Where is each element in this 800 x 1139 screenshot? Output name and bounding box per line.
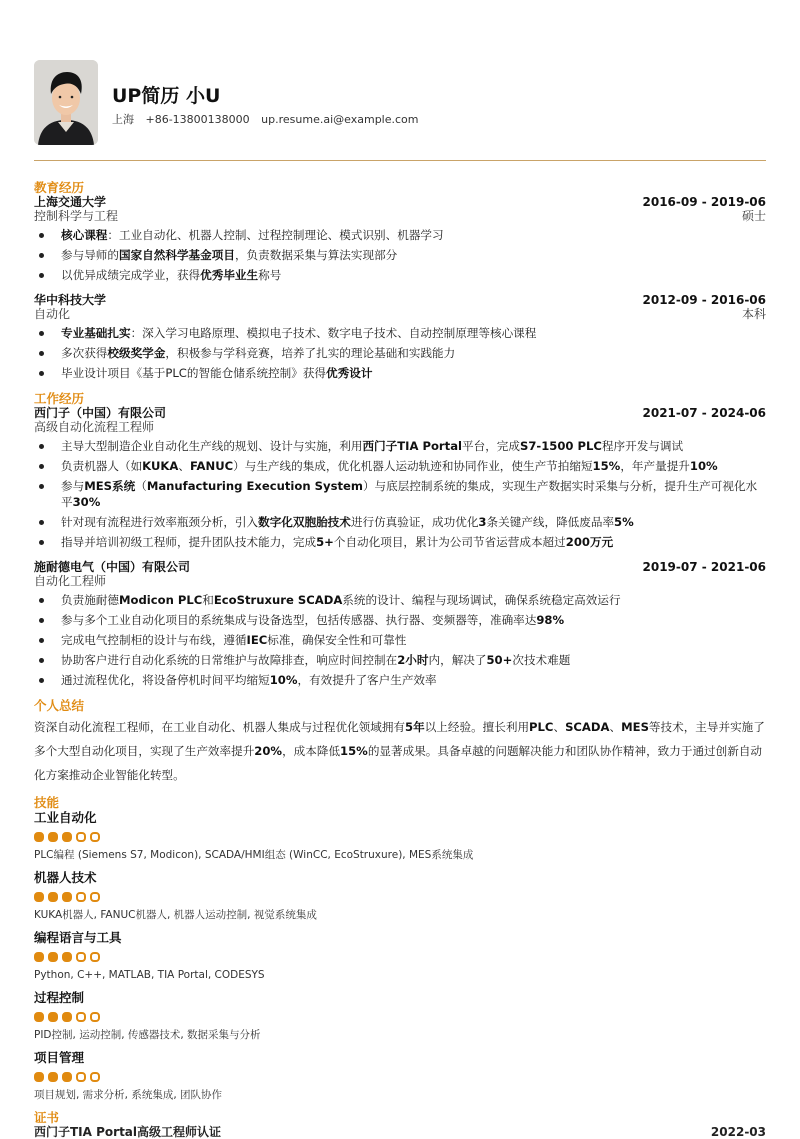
certificate-name: 西门子TIA Portal高级工程师认证 [34, 1125, 222, 1139]
skill-description: PID控制, 运动控制, 传感器技术, 数据采集与分析 [34, 1029, 261, 1041]
bullet-item [34, 227, 766, 243]
entry-subheader [34, 574, 766, 588]
text-segment: 个自动化项目，累计为公司节省运营成本超过 [333, 535, 566, 549]
skill-rating [34, 892, 766, 902]
rating-dot-filled [62, 952, 72, 962]
bold-text: 98% [536, 613, 565, 627]
text-segment: 针对现有流程进行效率瓶颈分析，引入 [61, 515, 259, 529]
bullet-item [34, 672, 766, 688]
text-segment: ，有效提升了客户生产效率 [297, 673, 437, 687]
rating-dot-filled [34, 1072, 44, 1082]
text-segment: 称号 [258, 268, 282, 282]
text-segment: 参与 [61, 479, 85, 493]
date-range: 2021-07 - 2024-06 [642, 406, 766, 420]
bold-text: IEC [246, 633, 268, 647]
candidate-name: UP简历 小U [112, 85, 221, 107]
text-segment: ）与底层控制系统的集成，实现生产数据实时采集与分析，提升生产可视化水平 [61, 479, 758, 509]
rating-dot-empty [90, 892, 100, 902]
bold-text: 200万元 [565, 535, 614, 549]
bold-text: 15% [340, 744, 368, 758]
work-bullet-list [34, 592, 766, 688]
rating-dot-filled [48, 892, 58, 902]
section-title-skills: 技能 [34, 795, 60, 810]
rating-dot-empty [76, 952, 86, 962]
skill-description: 项目规划, 需求分析, 系统集成, 团队协作 [34, 1089, 223, 1101]
location: 上海 [112, 113, 134, 126]
section-title-work: 工作经历 [34, 391, 85, 406]
bold-text: MES [621, 720, 649, 734]
bullet-item [34, 612, 766, 628]
text-segment: 次技术难题 [512, 653, 571, 667]
section-title-education: 教育经历 [34, 180, 85, 195]
text-segment: 毕业设计项目《基于PLC的智能仓储系统控制》获得 [61, 366, 327, 380]
bold-text: 50+ [486, 653, 513, 667]
text-segment: （ [135, 479, 147, 493]
text-segment: 标准，确保安全性和可靠性 [267, 633, 407, 647]
text-segment: ）与生产线的集成，优化机器人运动轨迹和协同作业，使生产节拍缩短 [233, 459, 593, 473]
role-or-major: 控制科学与工程 [34, 209, 119, 223]
entry-header [34, 195, 766, 209]
rating-dot-filled [34, 952, 44, 962]
text-segment: 的显著成果。具备卓越的问题解决能力和团队协作精神，致力于通过创新自动化方案推动企业智能化转型。 [34, 744, 763, 782]
rating-dot-empty [76, 892, 86, 902]
text-segment: 以上经验。擅长利用 [424, 720, 530, 734]
date-range: 2019-07 - 2021-06 [642, 560, 766, 574]
certificate-date: 2022-03 [710, 1125, 766, 1139]
bold-text: 20% [254, 744, 283, 758]
resume-content [34, 172, 766, 1139]
text-segment: 完成电气控制柜的设计与布线，遵循 [61, 633, 247, 647]
text-segment: 平台，完成 [462, 439, 520, 453]
rating-dot-empty [76, 832, 86, 842]
bold-text: S7-1500 PLC [519, 439, 602, 453]
skill-item [34, 1050, 766, 1102]
section-title-certificates: 证书 [34, 1110, 60, 1125]
organization-name: 西门子（中国）有限公司 [34, 406, 167, 420]
text-segment: ，年产量提升 [620, 459, 690, 473]
resume-header [34, 60, 766, 146]
text-segment: 资深自动化流程工程师，在工业自动化、机器人集成与过程优化领域拥有 [34, 720, 406, 734]
bold-text: 5年 [405, 720, 425, 734]
text-segment: 负责施耐德 [61, 593, 119, 607]
text-segment: 主导大型制造企业自动化生产线的规划、设计与实施，利用 [61, 439, 363, 453]
skill-name: 项目管理 [34, 1050, 85, 1065]
text-segment: 协助客户进行自动化系统的日常维护与故障排查，响应时间控制在 [61, 653, 398, 667]
certificates-section [34, 1110, 766, 1139]
bold-text: PLC [529, 720, 554, 734]
summary-section [34, 698, 766, 787]
rating-dot-filled [48, 832, 58, 842]
bullet-item [34, 592, 766, 608]
bold-text: 3 [478, 515, 487, 529]
entry-header [34, 560, 766, 574]
text-segment: ，积极参与学科竞赛，培养了扎实的理论基础和实践能力 [165, 346, 456, 360]
education-section [34, 180, 766, 381]
skill-item [34, 870, 766, 922]
education-bullet-list [34, 325, 766, 381]
bold-text: EcoStruxure SCADA [213, 593, 343, 607]
degree: 本科 [741, 307, 766, 321]
work-entry [34, 560, 766, 688]
bold-text: 西门子TIA Portal [362, 439, 462, 453]
text-segment: 指导并培训初级工程师，提升团队技术能力，完成 [61, 535, 317, 549]
bold-text: 核心课程 [61, 228, 108, 242]
text-segment: 参与多个工业自动化项目的系统集成与设备选型，包括传感器、执行器、变频器等，准确率达 [61, 613, 537, 627]
bold-text: SCADA [565, 720, 610, 734]
entry-subheader [34, 209, 766, 223]
bullet-item [34, 365, 766, 381]
phone: +86-13800138000 [145, 113, 250, 126]
rating-dot-filled [48, 1012, 58, 1022]
text-segment: 负责机器人（如 [61, 459, 143, 473]
text-segment: 、 [178, 459, 190, 473]
email: up.resume.ai@example.com [261, 113, 419, 126]
skill-name: 编程语言与工具 [34, 930, 122, 945]
work-bullet-list [34, 438, 766, 550]
bullet-item [34, 458, 766, 474]
rating-dot-filled [48, 1072, 58, 1082]
rating-dot-empty [76, 1012, 86, 1022]
bold-text: 15% [592, 459, 621, 473]
bold-text: 5% [614, 515, 634, 529]
entry-header [34, 293, 766, 307]
role-or-major: 高级自动化流程工程师 [34, 420, 155, 434]
text-segment: ，成本降低 [282, 744, 341, 758]
text-segment: 内，解决了 [428, 653, 487, 667]
role-or-major: 自动化工程师 [34, 574, 107, 588]
bullet-item [34, 247, 766, 263]
rating-dot-empty [90, 832, 100, 842]
text-segment: 多次获得 [61, 346, 108, 360]
skill-rating [34, 1012, 766, 1022]
education-entry [34, 293, 766, 381]
entry-subheader [34, 307, 766, 321]
bold-text: 10% [269, 673, 298, 687]
rating-dot-filled [62, 1072, 72, 1082]
degree: 硕士 [741, 209, 766, 223]
entry-subheader [34, 420, 766, 434]
bold-text: KUKA [142, 459, 179, 473]
text-segment: 以优异成绩完成学业，获得 [61, 268, 201, 282]
skill-description: PLC编程 (Siemens S7, Modicon), SCADA/HMI组态 (WinCC, EcoStruxure), MES系统集成 [34, 849, 474, 861]
organization-name: 上海交通大学 [34, 195, 107, 209]
bold-text: MES系统 [84, 479, 136, 493]
bullet-item [34, 325, 766, 341]
text-segment: 、 [553, 720, 566, 734]
text-segment: 和 [202, 593, 214, 607]
rating-dot-empty [76, 1072, 86, 1082]
rating-dot-filled [34, 832, 44, 842]
text-segment: 条关键产线，降低废品率 [486, 515, 615, 529]
bullet-item [34, 514, 766, 530]
skills-section [34, 795, 766, 1102]
bullet-item [34, 632, 766, 648]
summary-text [34, 715, 766, 787]
profile-photo [34, 60, 98, 145]
text-segment: 程序开发与调试 [601, 439, 684, 453]
certificate-item [34, 1125, 766, 1139]
skill-name: 机器人技术 [34, 870, 97, 885]
rating-dot-filled [62, 832, 72, 842]
rating-dot-filled [34, 892, 44, 902]
rating-dot-filled [62, 1012, 72, 1022]
education-entry [34, 195, 766, 283]
organization-name: 华中科技大学 [34, 293, 107, 307]
bold-text: 国家自然科学基金项目 [118, 248, 235, 262]
entry-header [34, 406, 766, 420]
rating-dot-filled [48, 952, 58, 962]
bold-text: 5+ [316, 535, 334, 549]
bold-text: 30% [72, 495, 101, 509]
rating-dot-empty [90, 952, 100, 962]
skill-item [34, 810, 766, 862]
rating-dot-empty [90, 1012, 100, 1022]
text-segment: ：工业自动化、机器人控制、过程控制理论、模式识别、机器学习 [107, 228, 444, 242]
skill-rating [34, 832, 766, 842]
text-segment: 参与导师的 [61, 248, 119, 262]
skill-rating [34, 952, 766, 962]
bold-text: 2小时 [397, 653, 429, 667]
skill-item [34, 990, 766, 1042]
bold-text: 10% [689, 459, 718, 473]
bold-text: Modicon PLC [118, 593, 203, 607]
skill-description: KUKA机器人, FANUC机器人, 机器人运动控制, 视觉系统集成 [34, 909, 317, 921]
skill-description: Python, C++, MATLAB, TIA Portal, CODESYS [34, 969, 265, 981]
text-segment: 系统的设计、编程与现场调试，确保系统稳定高效运行 [342, 593, 621, 607]
text-segment: 通过流程优化，将设备停机时间平均缩短 [61, 673, 270, 687]
bold-text: 专业基础扎实 [61, 326, 131, 340]
rating-dot-empty [90, 1072, 100, 1082]
bold-text: 优秀毕业生 [200, 268, 259, 282]
bullet-item [34, 652, 766, 668]
bullet-item [34, 345, 766, 361]
rating-dot-filled [62, 892, 72, 902]
text-segment: 进行仿真验证，成功优化 [350, 515, 479, 529]
skill-item [34, 930, 766, 982]
date-range: 2012-09 - 2016-06 [642, 293, 766, 307]
section-title-summary: 个人总结 [34, 698, 85, 713]
header-divider [34, 160, 766, 161]
skill-rating [34, 1072, 766, 1082]
text-segment: ，负责数据采集与算法实现部分 [234, 248, 398, 262]
bold-text: FANUC [189, 459, 234, 473]
bullet-item [34, 267, 766, 283]
bold-text: 数字化双胞胎技术 [258, 515, 351, 529]
bold-text: 优秀设计 [326, 366, 373, 380]
bold-text: Manufacturing Execution System [146, 479, 363, 493]
organization-name: 施耐德电气（中国）有限公司 [34, 560, 191, 574]
date-range: 2016-09 - 2019-06 [642, 195, 766, 209]
bullet-item [34, 478, 766, 510]
bold-text: 校级奖学金 [107, 346, 166, 360]
role-or-major: 自动化 [34, 307, 71, 321]
text-segment: ：深入学习电路原理、模拟电子技术、数字电子技术、自动控制原理等核心课程 [130, 326, 537, 340]
bullet-item [34, 534, 766, 550]
bullet-item [34, 438, 766, 454]
skill-name: 工业自动化 [34, 810, 97, 825]
text-segment: 、 [609, 720, 622, 734]
education-bullet-list [34, 227, 766, 283]
contact-info [112, 111, 427, 127]
text-segment: 等技术，主导并实施了多个大型自动化项目，实现了生产效率提升 [34, 720, 765, 758]
rating-dot-filled [34, 1012, 44, 1022]
work-entry [34, 406, 766, 550]
skill-name: 过程控制 [34, 990, 85, 1005]
work-section [34, 391, 766, 688]
